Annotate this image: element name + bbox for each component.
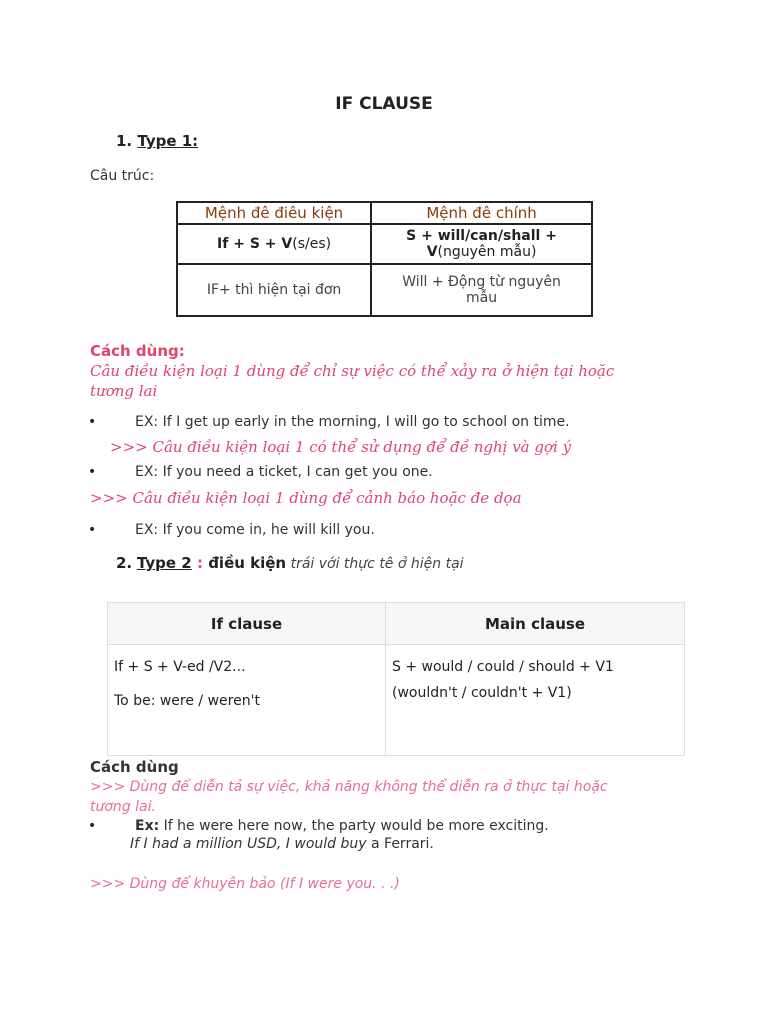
bullet-icon: • xyxy=(88,414,97,430)
cell-line: To be: were / weren't xyxy=(114,693,260,709)
table-header-row xyxy=(177,202,592,224)
cell-line: Will + Động từ nguyên xyxy=(402,274,561,290)
type2-colon: : xyxy=(191,554,203,572)
type1-heading xyxy=(116,132,198,150)
table-cell xyxy=(108,645,386,756)
example-normal: a Ferrari. xyxy=(371,836,434,852)
formula-suffix: (s/es) xyxy=(292,236,332,252)
table-header-cell: Mệnh đê chính xyxy=(371,202,592,224)
cell-line: mẫu xyxy=(466,290,498,306)
table-header-cell: Main clause xyxy=(386,603,685,645)
table-cell xyxy=(371,224,592,264)
cell-line: S + would / could / should + V1 xyxy=(392,659,614,675)
type2-heading xyxy=(116,554,464,572)
type2-label: Type 2 xyxy=(136,554,192,572)
formula-text: S + will/can/shall + xyxy=(406,228,557,244)
example-prefix: Ex: xyxy=(135,818,160,834)
table-row xyxy=(177,264,592,316)
table-row xyxy=(177,224,592,264)
table-cell: IF+ thì hiện tại đơn xyxy=(177,264,371,316)
formula-text: If + S + xyxy=(217,236,282,252)
example-3: EX: If you come in, he will kill you. xyxy=(135,522,375,538)
note-2: >>> Câu điều kiện loại 1 dùng để cảnh báo hoặc đe dọa xyxy=(90,489,522,507)
bullet-icon: • xyxy=(88,522,97,538)
cell-line: (wouldn't / couldn't + V1) xyxy=(392,685,572,701)
type1-number: 1. xyxy=(116,132,133,150)
type2-bold-text: điều kiện xyxy=(202,554,287,572)
table-cell xyxy=(371,264,592,316)
table-row xyxy=(108,645,685,756)
type2-italic-text: trái với thực tê ở hiện tại xyxy=(286,556,464,572)
usage2-desc-line2: tương lai. xyxy=(90,799,156,815)
type2-number: 2. xyxy=(116,554,133,572)
example-4-line2 xyxy=(130,836,434,852)
note-3: >>> Dùng để khuyên bảo (If I were you. . .) xyxy=(90,876,400,892)
example-italic: If I had a million USD, I would buy xyxy=(130,836,371,852)
bullet-icon: • xyxy=(88,464,97,480)
table-cell xyxy=(386,645,685,756)
structure-label: Câu trúc: xyxy=(90,168,155,184)
page-title: IF CLAUSE xyxy=(335,94,433,114)
formula-verb: V xyxy=(281,236,293,252)
usage1-desc-line2: tương lai xyxy=(90,382,158,400)
usage2-desc-line1: >>> Dùng để diễn tả sự việc, khả năng không thể diễn ra ở thực tại hoặc xyxy=(90,779,608,795)
example-4 xyxy=(135,818,549,834)
example-text: If he were here now, the party would be more exciting. xyxy=(159,818,549,834)
example-1: EX: If I get up early in the morning, I will go to school on time. xyxy=(135,414,570,430)
table-header-cell: If clause xyxy=(108,603,386,645)
example-2: EX: If you need a ticket, I can get you one. xyxy=(135,464,433,480)
type1-label: Type 1: xyxy=(137,132,199,150)
table-cell xyxy=(177,224,371,264)
usage1-desc-line1: Câu điều kiện loại 1 dùng để chỉ sự việc có thể xảy ra ở hiện tại hoặc xyxy=(90,362,615,380)
table-header-row xyxy=(108,603,685,645)
note-1: >>> Câu điều kiện loại 1 có thể sử dụng để đề nghị và gợi ý xyxy=(110,438,572,456)
cell-line: If + S + V-ed /V2... xyxy=(114,659,246,675)
formula-verb: V xyxy=(426,244,438,260)
table-header-cell: Mệnh đê điêu kiện xyxy=(177,202,371,224)
usage1-label: Cách dùng: xyxy=(90,342,185,360)
type2-structure-table xyxy=(107,602,685,756)
type1-structure-table xyxy=(176,201,593,317)
bullet-icon: • xyxy=(88,818,97,834)
usage2-label: Cách dùng xyxy=(90,758,179,776)
formula-suffix: (nguyên mẫu) xyxy=(437,244,537,260)
